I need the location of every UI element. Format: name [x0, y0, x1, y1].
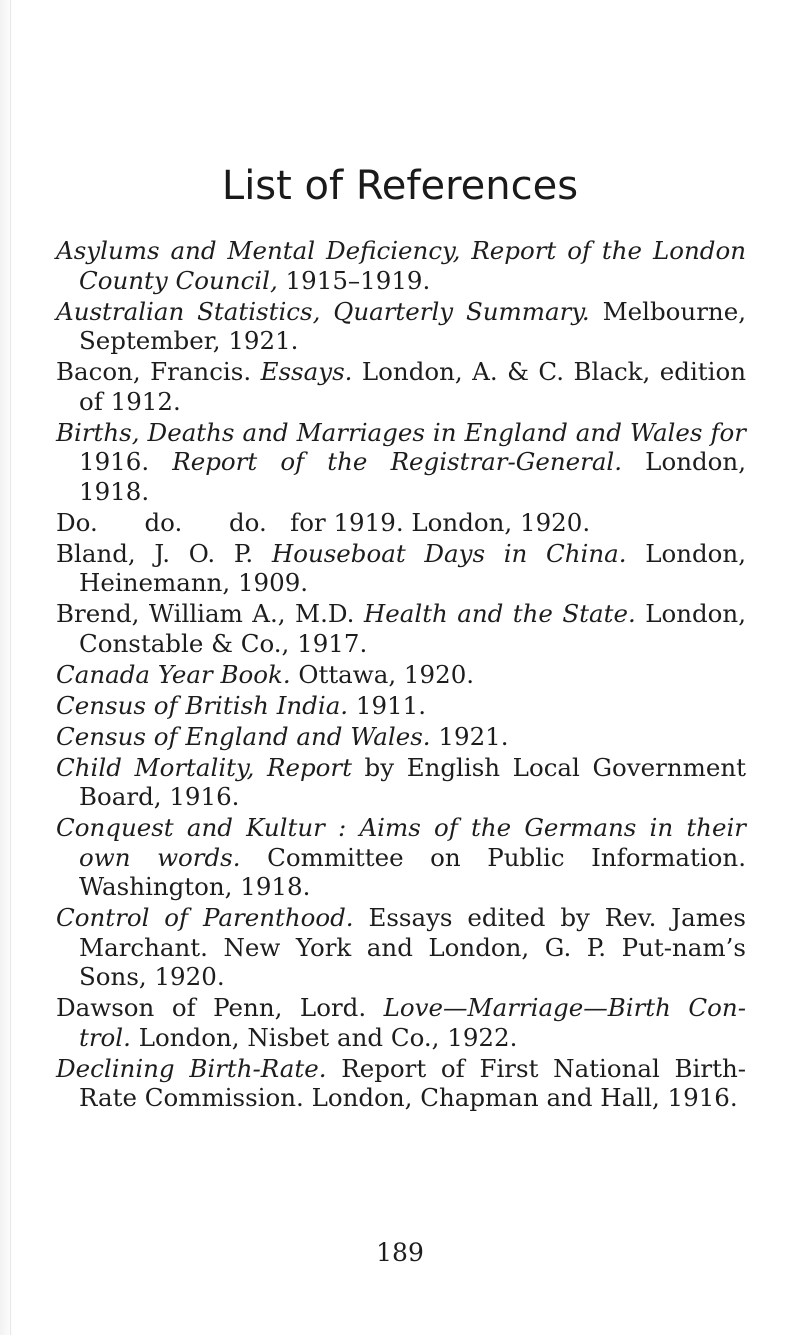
reference-entry [56, 539, 746, 598]
reference-title: Census of British India. [56, 690, 349, 720]
reference-title: Essays. [260, 357, 353, 386]
reference-details: 1921. [430, 721, 509, 751]
reference-details: by English Local Government Board, 1916. [79, 752, 746, 811]
reference-title: Control of Parenthood. [56, 903, 354, 932]
reference-author: Bacon, Francis. [56, 357, 261, 386]
reference-entry [56, 691, 746, 721]
reference-title: Census of England and Wales. [56, 721, 431, 751]
reference-title: Houseboat Days in China. [271, 538, 627, 568]
reference-title: Love—Marriage—Birth Con-trol. [79, 993, 746, 1052]
reference-details: Committee on Public Information. Washington, 1918. [79, 842, 746, 901]
reference-entry [56, 418, 746, 507]
reference-details: London, Constable & Co., 1917. [79, 599, 746, 658]
reference-title: Births, Deaths and Marriages in England and Wales for [56, 417, 746, 447]
reference-title: Australian Statistics, Quarterly Summary. [56, 296, 590, 326]
reference-ditto: Do. do. do. for 1919. London, 1920. [56, 507, 591, 537]
reference-entry [56, 297, 746, 356]
reference-title: Asylums and Mental Deficiency, Report of the London County Council, [56, 236, 746, 295]
reference-author: Bland, J. O. P. [56, 538, 272, 568]
reference-entry [56, 903, 746, 992]
reference-details: London, Nisbet and Co., 1922. [130, 1022, 518, 1052]
page-number: 189 [376, 1238, 424, 1267]
reference-details: London, A. & C. Black, edition of 1912. [79, 357, 746, 416]
reference-entry [56, 660, 746, 690]
reference-title: Child Mortality, Report [56, 752, 352, 782]
reference-entry [56, 813, 746, 902]
reference-details: 1916. [79, 447, 173, 476]
reference-entry [56, 599, 746, 658]
reference-entry [56, 508, 746, 538]
reference-title: Conquest and Kultur : Aims of the Germans in their own words. [56, 813, 746, 872]
reference-details: 1911. [348, 690, 427, 720]
reference-details: 1915–1919. [277, 265, 431, 295]
reference-details: Report of First National Birth-Rate Commission. London, Chapman and Hall, 1916. [79, 1053, 747, 1112]
reference-subtitle: Report of the Registrar-General. [172, 447, 623, 476]
reference-title: Health and the State. [363, 599, 636, 628]
reference-details: Melbourne, September, 1921. [79, 296, 746, 355]
reference-author: Dawson of Penn, Lord. [56, 993, 384, 1022]
reference-entry [56, 753, 746, 812]
reference-entry [56, 357, 746, 416]
reference-details-2: London, 1918. [79, 447, 746, 506]
reference-list [56, 236, 746, 1114]
reference-title: Canada Year Book. [56, 659, 291, 689]
reference-details: Essays edited by Rev. James Marchant. New York and London, G. P. Put-nam’s Sons, 1920. [79, 903, 746, 991]
reference-details: London, Heinemann, 1909. [79, 538, 747, 597]
reference-title: Declining Birth-Rate. [56, 1053, 327, 1083]
reference-entry [56, 236, 746, 295]
reference-entry [56, 993, 746, 1052]
reference-details: Ottawa, 1920. [290, 659, 475, 689]
reference-author: Brend, William A., M.D. [56, 599, 364, 628]
reference-entry [56, 722, 746, 752]
reference-entry [56, 1054, 746, 1113]
page-title: List of References [221, 163, 579, 209]
